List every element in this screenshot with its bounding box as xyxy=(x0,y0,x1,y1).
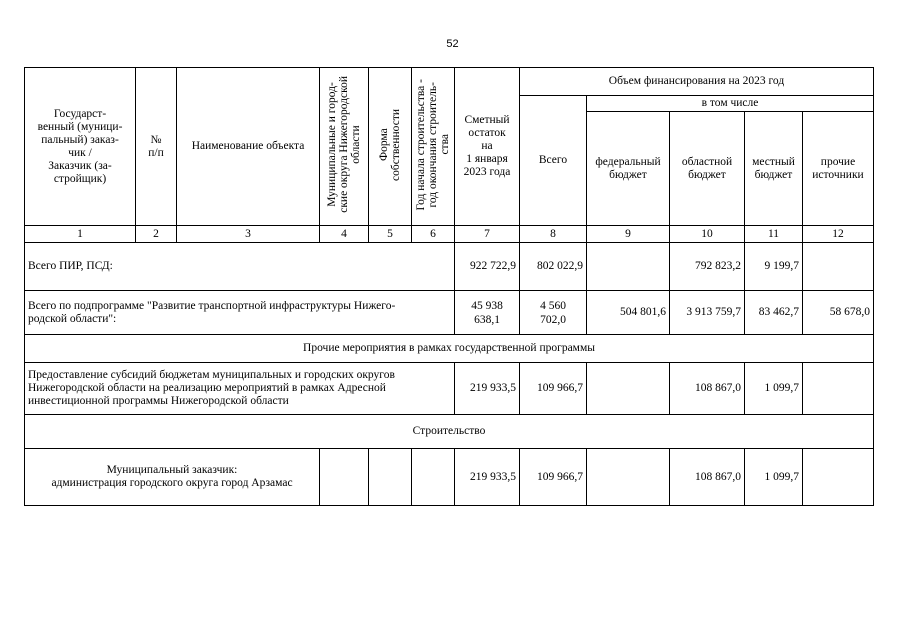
header-other: прочие источники xyxy=(803,112,874,226)
cell-total: 4 560 702,0 xyxy=(520,291,587,335)
column-number: 4 xyxy=(320,226,369,243)
header-federal: федеральный бюджет xyxy=(587,112,670,226)
header-total: Всего xyxy=(520,96,587,226)
header-regional: областной бюджет xyxy=(670,112,745,226)
column-number: 3 xyxy=(177,226,320,243)
column-number: 1 xyxy=(25,226,136,243)
header-local: местный бюджет xyxy=(745,112,803,226)
cell-regional: 108 867,0 xyxy=(670,363,745,415)
cell-empty xyxy=(369,449,412,506)
cell-other xyxy=(803,363,874,415)
cell-total: 109 966,7 xyxy=(520,363,587,415)
cell-federal xyxy=(587,449,670,506)
column-number: 6 xyxy=(412,226,455,243)
row-label: Всего по подпрограмме "Развитие транспортной инфраструктуры Нижего- родской области": xyxy=(25,291,455,335)
section-header-row xyxy=(25,415,874,449)
cell-total: 109 966,7 xyxy=(520,449,587,506)
header-years: Год начала строительства - год окончания строитель- ства xyxy=(412,68,455,226)
header-object-name: Наименование объекта xyxy=(177,68,320,226)
cell-local: 83 462,7 xyxy=(745,291,803,335)
section-title-other: Прочие мероприятия в рамках государственной программы xyxy=(25,335,874,363)
cell-local: 1 099,7 xyxy=(745,363,803,415)
cell-regional: 108 867,0 xyxy=(670,449,745,506)
cell-empty xyxy=(320,449,369,506)
cell-federal xyxy=(587,363,670,415)
cell-total: 802 022,9 xyxy=(520,243,587,291)
column-number: 8 xyxy=(520,226,587,243)
column-number: 10 xyxy=(670,226,745,243)
table-row xyxy=(25,363,874,415)
cell-regional: 3 913 759,7 xyxy=(670,291,745,335)
cell-estimate: 922 722,9 xyxy=(455,243,520,291)
cell-local: 9 199,7 xyxy=(745,243,803,291)
cell-other xyxy=(803,449,874,506)
cell-regional: 792 823,2 xyxy=(670,243,745,291)
row-label: Всего ПИР, ПСД: xyxy=(25,243,455,291)
column-number: 7 xyxy=(455,226,520,243)
cell-estimate: 45 938 638,1 xyxy=(455,291,520,335)
cell-federal xyxy=(587,243,670,291)
header-financing-volume: Объем финансирования на 2023 год xyxy=(520,68,874,96)
cell-estimate: 219 933,5 xyxy=(455,449,520,506)
table-row xyxy=(25,291,874,335)
cell-local: 1 099,7 xyxy=(745,449,803,506)
cell-empty xyxy=(412,449,455,506)
header-including: в том числе xyxy=(587,96,874,112)
cell-other: 58 678,0 xyxy=(803,291,874,335)
header-estimate-balance: Сметный остаток на 1 января 2023 года xyxy=(455,68,520,226)
column-number: 11 xyxy=(745,226,803,243)
row-label: Муниципальный заказчик: администрация городского округа город Арзамас xyxy=(25,449,320,506)
section-title-construction: Строительство xyxy=(25,415,874,449)
column-number: 5 xyxy=(369,226,412,243)
cell-other xyxy=(803,243,874,291)
section-header-row xyxy=(25,335,874,363)
table-row xyxy=(25,449,874,506)
header-customer: Государст- венный (муници- пальный) заказ- чик / Заказчик (за- стройщик) xyxy=(25,68,136,226)
row-label: Предоставление субсидий бюджетам муниципальных и городских округов Нижегородской области на реализацию мероприятий в рамках Адресной инвестиционной программы Нижегородской области xyxy=(25,363,455,415)
header-ownership: Форма собственности xyxy=(369,68,412,226)
header-number: № п/п xyxy=(136,68,177,226)
column-numbers-row xyxy=(25,226,874,243)
page-number: 52 xyxy=(446,38,459,50)
financing-table xyxy=(24,67,874,506)
cell-federal: 504 801,6 xyxy=(587,291,670,335)
column-number: 9 xyxy=(587,226,670,243)
header-districts: Муниципальные и город- ские округа Нижегородской области xyxy=(320,68,369,226)
column-number: 12 xyxy=(803,226,874,243)
column-number: 2 xyxy=(136,226,177,243)
cell-estimate: 219 933,5 xyxy=(455,363,520,415)
table-row xyxy=(25,243,874,291)
